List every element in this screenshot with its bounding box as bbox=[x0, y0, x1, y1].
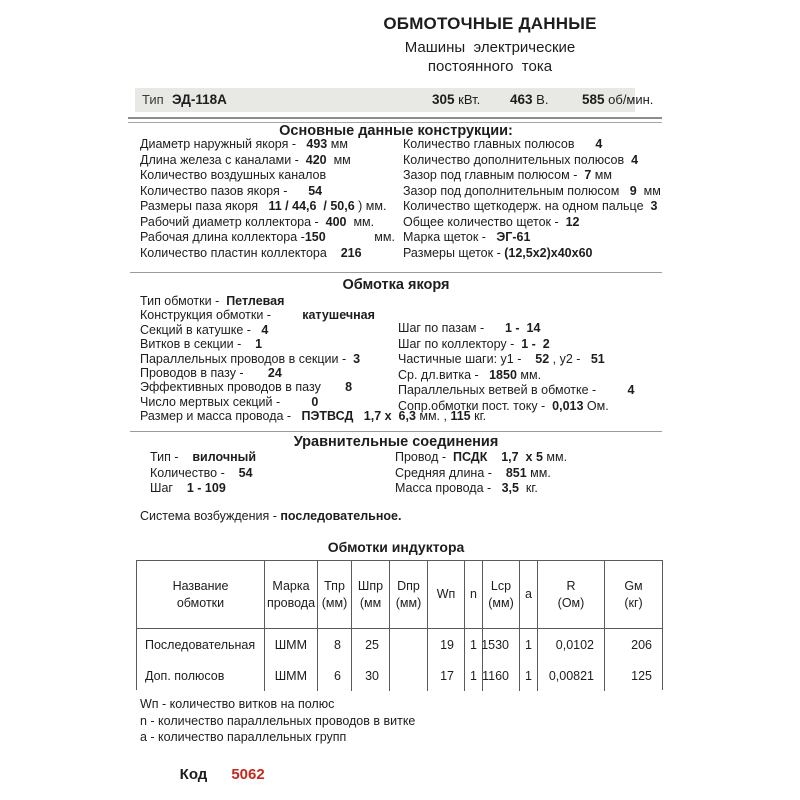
table-row bbox=[137, 660, 662, 691]
table-cell bbox=[390, 660, 428, 691]
table-header-cell: R (Ом) bbox=[538, 561, 605, 628]
page-title: ОБМОТОЧНЫЕ ДАННЫЕ bbox=[383, 14, 597, 33]
table-cell: 1 bbox=[465, 660, 483, 691]
data-line: Провод - ПСДК 1,7 х 5 мм. bbox=[395, 450, 568, 464]
table-header-cell: Шпр (мм bbox=[352, 561, 390, 628]
footnotes bbox=[140, 696, 415, 746]
table-header-cell: Название обмотки bbox=[137, 561, 265, 628]
data-line: Шаг 1 - 109 bbox=[150, 481, 226, 496]
footnote-line: n - количество параллельных проводов в витке bbox=[140, 713, 416, 728]
section-heading-inductor: Обмотки индуктора bbox=[327, 539, 465, 555]
table-cell: 25 bbox=[352, 629, 390, 660]
inductor-windings-table bbox=[136, 560, 663, 690]
data-line: Эффективных проводов в пазу 8 bbox=[140, 380, 353, 395]
data-line: Частичные шаги: у1 - 52 , у2 - 51 bbox=[398, 352, 605, 367]
data-line: Конструкция обмотки - катушечная bbox=[140, 308, 375, 323]
table-header-cell: Марка провода bbox=[265, 561, 318, 628]
table-cell: 1160 bbox=[483, 660, 520, 691]
table-cell: Доп. полюсов bbox=[137, 660, 265, 691]
code-value: 5062 bbox=[231, 766, 265, 783]
power-rating: 305 кВт. bbox=[432, 92, 481, 107]
data-line: Количество воздушных каналов bbox=[140, 168, 327, 182]
data-line: Длина железа с каналами - 420 мм bbox=[140, 152, 351, 167]
data-line: Зазор под главным полюсом - 7 мм bbox=[403, 168, 612, 182]
table-header-cell: Тпр (мм) bbox=[318, 561, 352, 628]
table-cell: ШММ bbox=[265, 660, 318, 691]
table-cell: 1 bbox=[465, 629, 483, 660]
table-cell: 17 bbox=[428, 660, 465, 691]
data-line: Параллельных ветвей в обмотке - 4 bbox=[398, 383, 635, 398]
table-header-cell: а bbox=[520, 561, 538, 628]
data-line: Проводов в пазу - 24 bbox=[140, 366, 282, 381]
table-cell: 1 bbox=[520, 660, 538, 691]
table-header-row bbox=[137, 561, 662, 629]
data-line: Рабочая длина коллектора -150 мм. bbox=[140, 230, 395, 244]
table-header-cell: Lср (мм) bbox=[483, 561, 520, 628]
table-cell: 206 bbox=[631, 637, 652, 652]
divider-rule bbox=[130, 431, 662, 432]
voltage-rating: 463 В. bbox=[510, 92, 549, 107]
section-heading-construction: Основные данные конструкции: bbox=[279, 123, 513, 139]
table-cell: 8 bbox=[318, 629, 352, 660]
table-cell: 30 bbox=[352, 660, 390, 691]
data-line: Размеры щеток - (12,5х2)х40х60 bbox=[403, 245, 593, 260]
data-line: Масса провода - 3,5 кг. bbox=[395, 481, 538, 496]
subtitle-line-2: постоянного тока bbox=[427, 58, 553, 75]
table-header-cell: Dпр (мм) bbox=[390, 561, 428, 628]
table-cell: 125 bbox=[631, 668, 652, 683]
type-label: Тип bbox=[142, 92, 164, 107]
table-cell: 0,00821 bbox=[538, 660, 605, 691]
table-header-cell: Wп bbox=[428, 561, 465, 628]
subtitle-line-1: Машины электрические bbox=[404, 39, 576, 56]
data-line: Количество - 54 bbox=[150, 465, 253, 480]
data-line: Диаметр наружный якоря - 493 мм bbox=[140, 137, 348, 151]
construction-right-column bbox=[403, 137, 661, 261]
table-cell bbox=[390, 629, 428, 660]
data-line: Рабочий диаметр коллектора - 400 мм. bbox=[140, 214, 375, 229]
data-line: Шаг по коллектору - 1 - 2 bbox=[398, 336, 550, 351]
table-cell: 1 bbox=[520, 629, 538, 660]
data-line: Количество главных полюсов 4 bbox=[403, 137, 603, 151]
data-line: Количество пластин коллектора 216 bbox=[140, 245, 362, 260]
data-line: Количество пазов якоря - 54 bbox=[140, 183, 323, 198]
section-heading-equalizer: Уравнительные соединения bbox=[293, 434, 499, 450]
data-line: Тип обмотки - Петлевая bbox=[140, 294, 285, 308]
data-line: Средняя длина - 851 мм. bbox=[395, 465, 551, 480]
data-line: Ср. дл.витка - 1850 мм. bbox=[398, 367, 542, 382]
table-cell: ШММ bbox=[265, 629, 318, 660]
data-line: Размер и масса провода - ПЭТВСД 1,7 х 6,3 мм. , 115 кг. bbox=[140, 409, 487, 424]
excitation-system-line: Система возбуждения - последовательное. bbox=[140, 509, 402, 523]
data-line: Шаг по пазам - 1 - 14 bbox=[398, 321, 541, 335]
code-line bbox=[163, 749, 265, 800]
table-header-cell: Gм (кг) bbox=[624, 578, 643, 610]
code-label: Код bbox=[179, 766, 208, 783]
data-line: Зазор под дополнительным полюсом 9 мм bbox=[403, 183, 661, 198]
section-heading-armature: Обмотка якоря bbox=[342, 277, 450, 293]
data-line: Параллельных проводов в секции - 3 bbox=[140, 351, 361, 366]
machine-type: ЭД-118А bbox=[172, 92, 227, 107]
construction-left-column bbox=[140, 137, 395, 261]
table-cell: 19 bbox=[428, 629, 465, 660]
footnote-line: а - количество параллельных групп bbox=[140, 730, 347, 744]
table-row bbox=[137, 629, 662, 660]
table-cell: Последовательная bbox=[137, 629, 265, 660]
data-line: Общее количество щеток - 12 bbox=[403, 214, 580, 229]
footnote-line: Wп - количество витков на полюс bbox=[140, 697, 335, 711]
data-line: Марка щеток - ЭГ-61 bbox=[403, 230, 531, 244]
data-line: Число мертвых секций - 0 bbox=[140, 394, 319, 409]
divider-rule bbox=[130, 272, 662, 273]
data-line: Сопр.обмотки пост. току - 0,013 Ом. bbox=[398, 398, 609, 413]
title-block bbox=[335, 14, 645, 76]
equalizer-left-column bbox=[150, 450, 256, 497]
table-cell: 0,0102 bbox=[538, 629, 605, 660]
speed-rating: 585 об/мин. bbox=[582, 92, 654, 107]
table-cell: 6 bbox=[318, 660, 352, 691]
data-line: Количество щеткодерж. на одном пальце 3 bbox=[403, 199, 658, 213]
data-line: Размеры паза якоря 11 / 44,6 / 50,6 ) мм. bbox=[140, 199, 387, 213]
data-line: Витков в секции - 1 bbox=[140, 337, 263, 352]
data-line: Количество дополнительных полюсов 4 bbox=[403, 152, 639, 167]
table-header-cell: n bbox=[465, 561, 483, 628]
table-cell: 1530 bbox=[483, 629, 520, 660]
data-line: Секций в катушке - 4 bbox=[140, 322, 269, 337]
equalizer-right-column bbox=[395, 450, 567, 497]
armature-right-column bbox=[398, 321, 634, 415]
machine-type-bar bbox=[135, 88, 654, 112]
data-line: Тип - вилочный bbox=[150, 450, 257, 464]
